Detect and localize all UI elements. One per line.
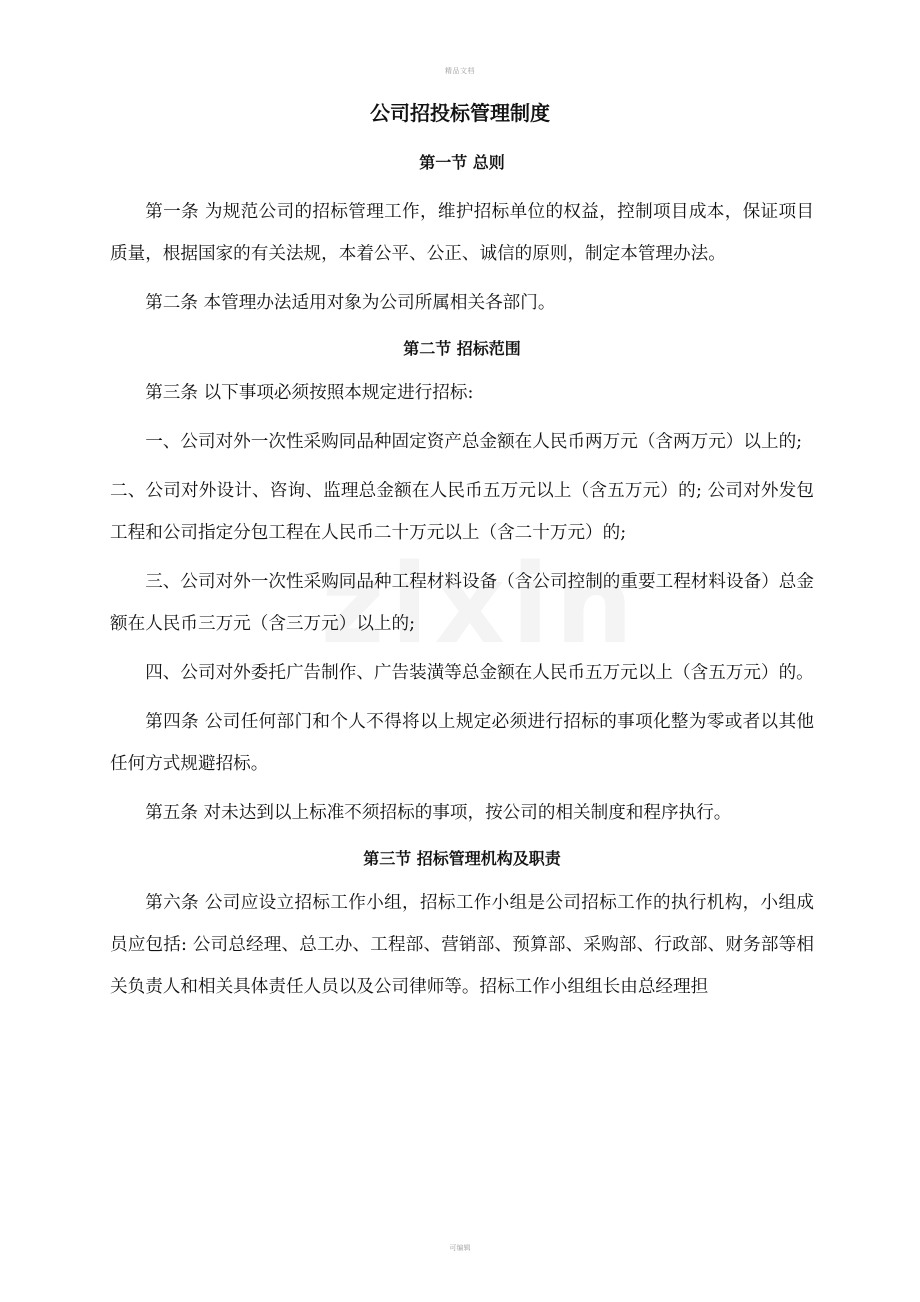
article-1: 第一条 为规范公司的招标管理工作，维护招标单位的权益，控制项目成本，保证项目质量，根据国家的有关法规，本着公平、公正、诚信的原则，制定本管理办法。 [110,202,814,264]
scope-item-1: 一、公司对外一次性采购同品种固定资产总金额在人民币两万元（含两万元）以上的; [145,432,803,452]
section-heading-general: 第一节 总则 [419,153,505,172]
scope-item-2: 二、公司对外设计、咨询、监理总金额在人民币五万元以上（含五万元）的; 公司对外发包工程和公司指定分包工程在人民币二十万元以上（含二十万元）的; [110,481,814,543]
article-4: 第四条 公司任何部门和个人不得将以上规定必须进行招标的事项化整为零或者以其他任何方式规避招标。 [110,712,814,774]
document-body [110,145,814,1015]
article-6: 第六条 公司应设立招标工作小组，招标工作小组是公司招标工作的执行机构，小组成员应包括: 公司总经理、总工办、工程部、营销部、预算部、采购部、行政部、财务部等相关负责人和相关具体责任人员以及公司律师等。招标工作小组组长由总经理担 [110,893,814,997]
page-footer: 可编辑 [449,1244,471,1252]
scope-item-3: 三、公司对外一次性采购同品种工程材料设备（含公司控制的重要工程材料设备）总金额在人民币三万元（含三万元）以上的; [110,572,814,634]
article-3: 第三条 以下事项必须按照本规定进行招标: [145,383,474,403]
article-5: 第五条 对未达到以上标准不须招标的事项，按公司的相关制度和程序执行。 [145,803,732,823]
scope-item-4: 四、公司对外委托广告制作、广告装潢等总金额在人民币五万元以上（含五万元）的。 [145,663,814,683]
article-2: 第二条 本管理办法适用对象为公司所属相关各部门。 [145,293,556,313]
document-title: 公司招投标管理制度 [370,101,550,125]
section-heading-organization: 第三节 招标管理机构及职责 [363,849,561,868]
page-header: 精品文档 [445,67,475,75]
section-heading-scope: 第二节 招标范围 [403,339,521,358]
